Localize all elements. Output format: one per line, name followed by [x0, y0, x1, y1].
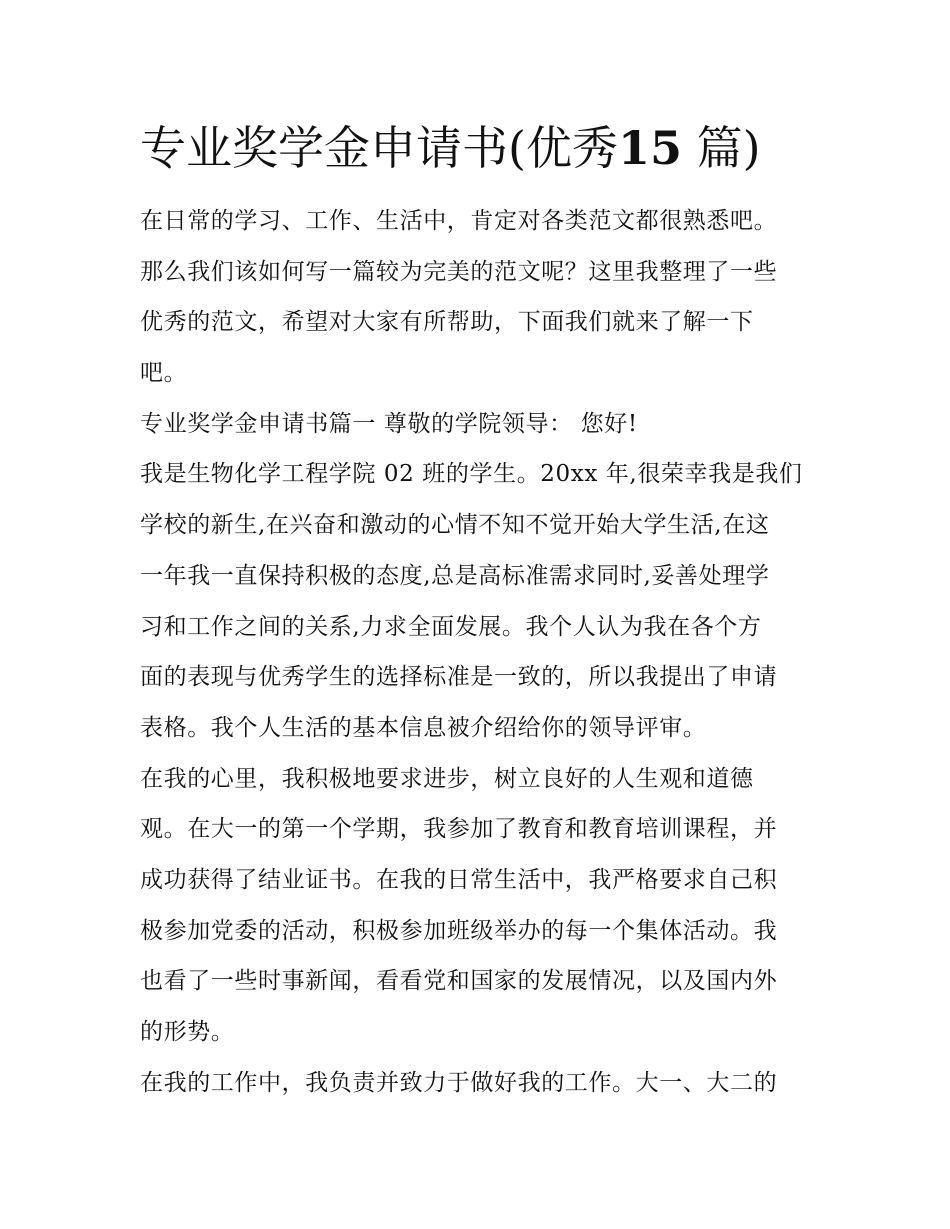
text-line-18: 在我的工作中，我负责并致力于做好我的工作。大一、大二的: [140, 1069, 778, 1096]
text-line-9: 习和工作之间的关系,力求全面发展。我个人认为我在各个方: [140, 613, 762, 640]
text-line-11: 表格。我个人生活的基本信息被介绍给你的领导评审。: [140, 714, 707, 741]
text-line-12: 在我的心里，我积极地要求进步，树立良好的人生观和道德: [140, 765, 754, 792]
text-line-1: 在日常的学习、工作、生活中，肯定对各类范文都很熟悉吧。: [140, 208, 778, 234]
text-line-5: 专业奖学金申请书篇一 尊敬的学院领导： 您好!: [140, 410, 638, 437]
text-line-16: 也看了一些时事新闻，看看党和国家的发展情况，以及国内外: [140, 968, 778, 995]
text-line-3: 优秀的范文，希望对大家有所帮助，下面我们就来了解一下: [140, 309, 754, 336]
text-line-13: 观。在大一的第一个学期，我参加了教育和教育培训课程，并: [140, 816, 778, 843]
text-line-2: 那么我们该如何写一篇较为完美的范文呢？这里我整理了一些: [140, 258, 778, 285]
text-line-15: 极参加党委的活动，积极参加班级举办的每一个集体活动。我: [140, 917, 778, 944]
text-line-17: 的形势。: [140, 1019, 235, 1045]
text-line-8: 一年我一直保持积极的态度,总是高标准需求同时,妥善处理学: [140, 562, 770, 589]
text-line-4: 吧。: [140, 360, 188, 387]
page-title: [140, 116, 761, 180]
title-prefix: 专业奖学金申请书(优秀: [140, 121, 618, 175]
title-number: 15: [617, 121, 682, 175]
text-line-10: 面的表现与优秀学生的选择标准是一致的，所以我提出了申请: [140, 664, 778, 691]
title-suffix: 篇): [696, 121, 761, 175]
text-line-14: 成功获得了结业证书。在我的日常生活中，我严格要求自己积: [140, 866, 778, 893]
text-line-7: 学校的新生,在兴奋和激动的心情不知不觉开始大学生活,在这: [140, 512, 770, 539]
body-text: [140, 196, 820, 1108]
text-line-6: 我是生物化学工程学院 02 班的学生。20xx 年,很荣幸我是我们: [140, 461, 803, 488]
